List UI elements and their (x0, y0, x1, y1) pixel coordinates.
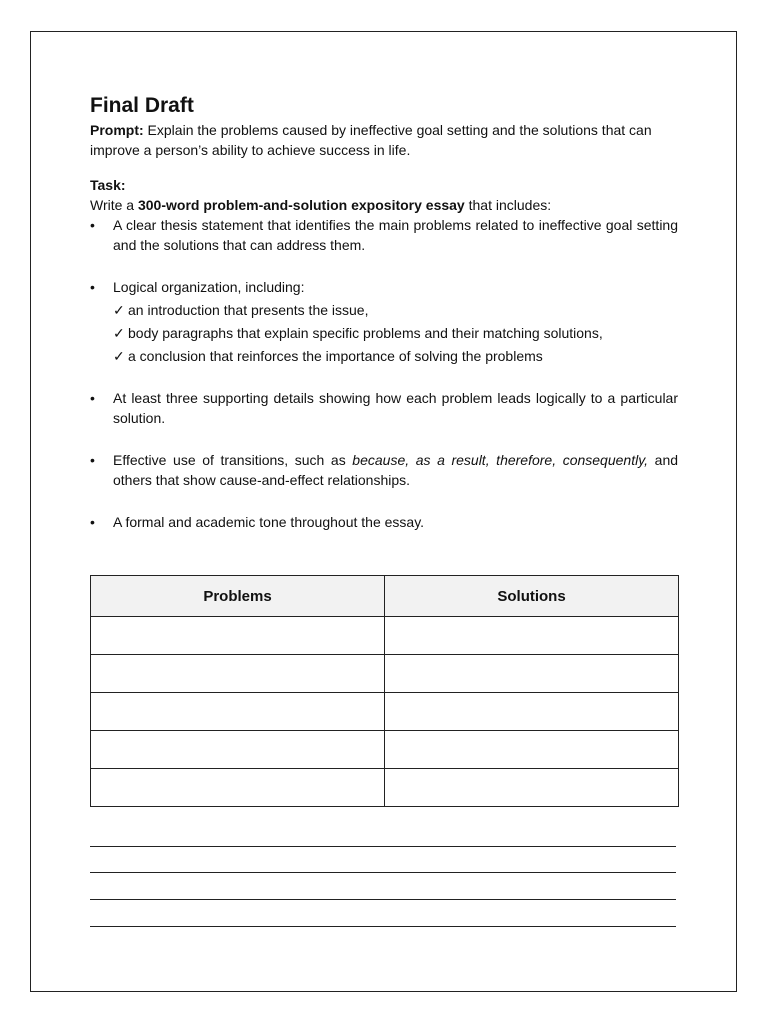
solution-cell[interactable] (385, 769, 679, 807)
solution-cell[interactable] (385, 731, 679, 769)
list-item-organization (90, 277, 678, 366)
transitions-examples: because, as a result, therefore, consequently, (352, 452, 649, 468)
bullet-text: A clear thesis statement that identifies the main problems related to ineffective goal setting and the solutions that can address them. (113, 217, 678, 253)
bullet-text: At least three supporting details showing how each problem leads logically to a particular solution. (113, 390, 678, 426)
solution-cell[interactable] (385, 655, 679, 693)
list-item-transitions (90, 450, 678, 490)
checklist-item (113, 323, 678, 343)
checklist-item (113, 346, 678, 366)
writing-line[interactable] (90, 846, 676, 847)
writing-line[interactable] (90, 872, 676, 873)
task-intro-bold: 300-word problem-and-solution expository essay (137, 197, 465, 213)
task-intro-pre: Write a (90, 197, 138, 213)
checkmark-icon: ✓ (113, 348, 125, 364)
writing-line[interactable] (90, 926, 676, 927)
document-body (90, 93, 678, 554)
writing-line[interactable] (90, 899, 676, 900)
bullet-text: A formal and academic tone throughout the essay. (113, 514, 425, 530)
solutions-header: Solutions (385, 576, 679, 617)
transitions-post: and others that show cause-and-effect relationships. (113, 452, 679, 488)
problem-cell[interactable] (91, 655, 385, 693)
solution-cell[interactable] (385, 693, 679, 731)
task-intro-post: that includes: (464, 197, 552, 213)
checklist-text: a conclusion that reinforces the importance of solving the problems (128, 348, 543, 364)
problem-cell[interactable] (91, 617, 385, 655)
checkmark-icon: ✓ (113, 302, 125, 318)
transitions-pre: Effective use of transitions, such as (113, 452, 353, 468)
prompt-label: Prompt: (90, 122, 144, 138)
page-title: Final Draft (90, 94, 194, 117)
problem-cell[interactable] (91, 693, 385, 731)
solution-cell[interactable] (385, 617, 679, 655)
problem-cell[interactable] (91, 769, 385, 807)
task-label: Task: (90, 177, 126, 193)
prompt-paragraph (90, 120, 678, 160)
checkmark-icon: ✓ (113, 325, 125, 341)
requirements-list (90, 215, 678, 532)
table-row (91, 769, 679, 807)
problem-cell[interactable] (91, 731, 385, 769)
list-item-tone (90, 512, 678, 532)
checklist-text: an introduction that presents the issue, (128, 302, 369, 318)
problems-solutions-table (90, 575, 679, 807)
prompt-text: Explain the problems caused by ineffective goal setting and the solutions that can improve a person’s ability to achieve success in life. (90, 122, 652, 158)
list-item-supporting-details (90, 388, 678, 428)
list-item-thesis (90, 215, 678, 255)
bullet-text: Logical organization, including: (113, 279, 305, 295)
checklist-text: body paragraphs that explain specific problems and their matching solutions, (128, 325, 603, 341)
problems-header: Problems (91, 576, 385, 617)
table-header-row (91, 576, 679, 617)
table-row (91, 655, 679, 693)
table-row (91, 731, 679, 769)
task-intro (90, 195, 678, 215)
table-row (91, 617, 679, 655)
table-row (91, 693, 679, 731)
checklist-item (113, 300, 678, 320)
